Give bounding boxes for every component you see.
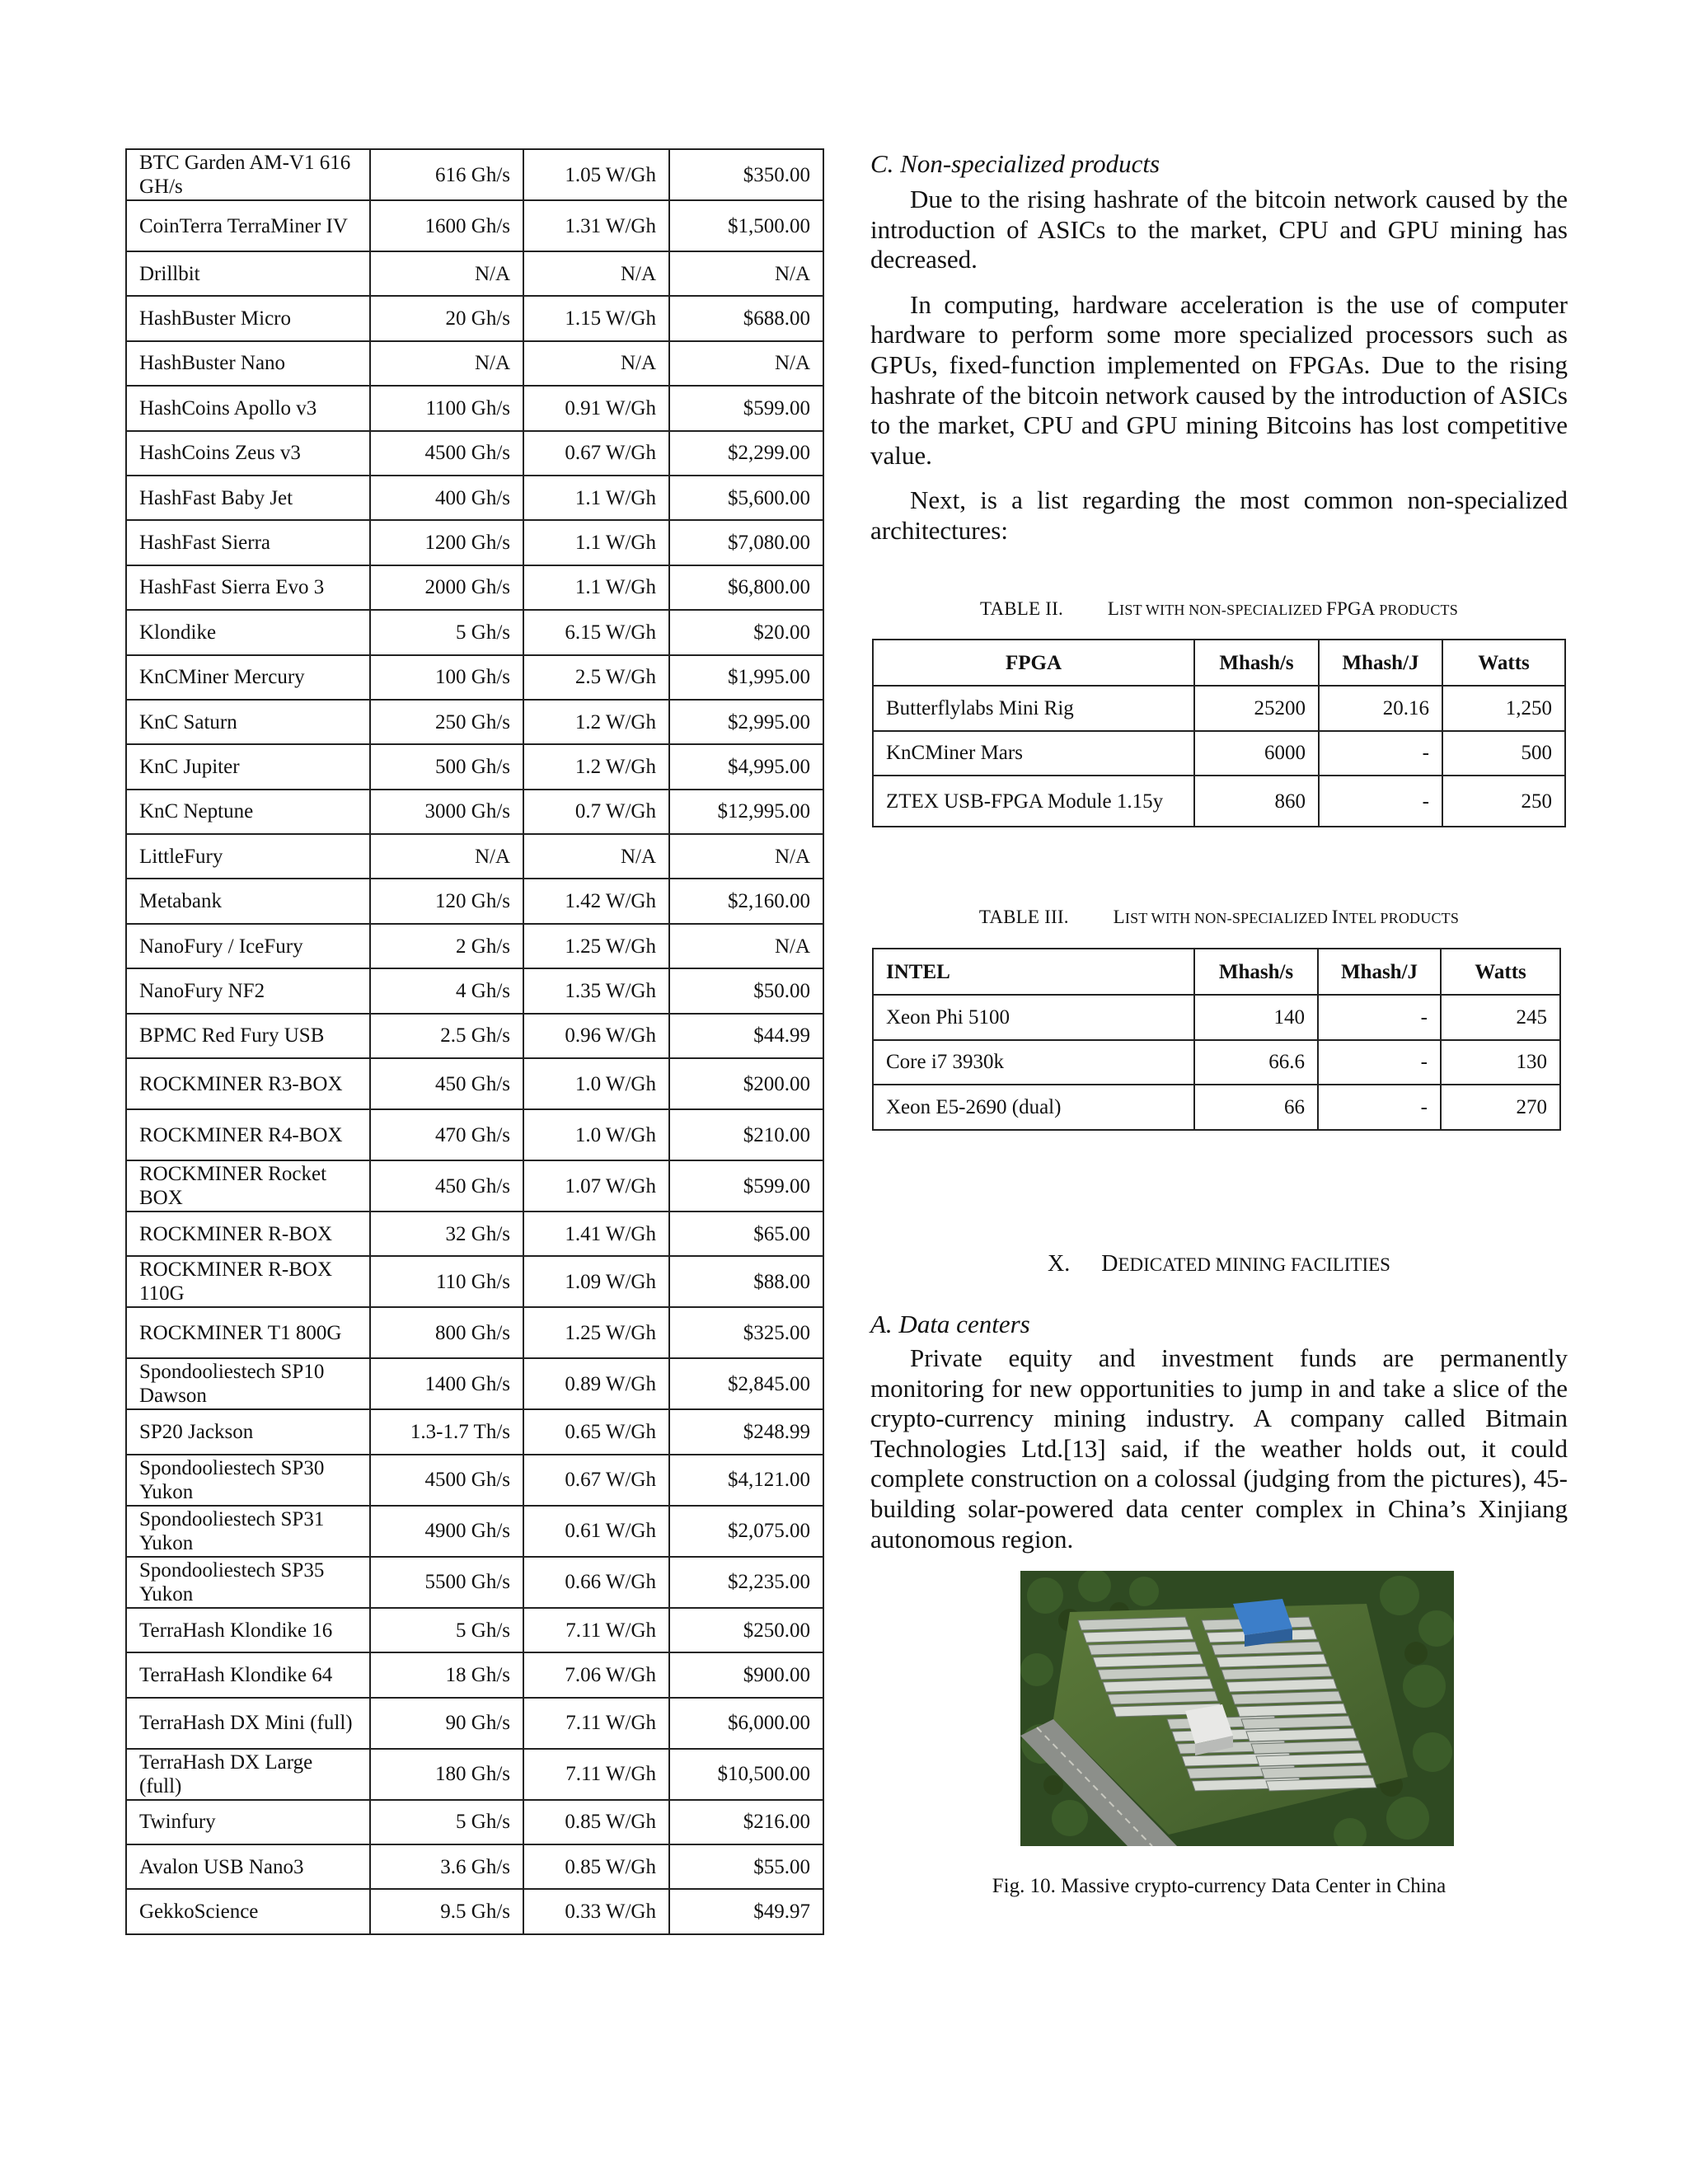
product-name-cell: Spondooliestech SP35 Yukon	[126, 1557, 370, 1608]
price-cell: $50.00	[669, 968, 823, 1013]
product-name-cell: LittleFury	[126, 834, 370, 879]
price-cell: $599.00	[669, 1160, 823, 1212]
price-cell: $248.99	[669, 1409, 823, 1454]
section-c-paragraph-3: Next, is a list regarding the most common non-specialized architectures:	[870, 485, 1568, 545]
hashrate-cell: 500 Gh/s	[370, 744, 523, 789]
efficiency-cell: 0.67 W/Gh	[523, 1455, 669, 1506]
efficiency-cell: 7.11 W/Gh	[523, 1608, 669, 1652]
column-header: Mhash/s	[1194, 949, 1318, 995]
value-cell: 860	[1194, 776, 1319, 827]
hashrate-cell: 470 Gh/s	[370, 1109, 523, 1160]
product-name-cell: ROCKMINER T1 800G	[126, 1307, 370, 1358]
hashrate-cell: 2.5 Gh/s	[370, 1014, 523, 1058]
product-name-cell: Spondooliestech SP31 Yukon	[126, 1506, 370, 1557]
hashrate-cell: 5 Gh/s	[370, 610, 523, 654]
table-row	[126, 968, 823, 1013]
table3-body	[873, 995, 1560, 1130]
value-cell: -	[1318, 1040, 1441, 1085]
efficiency-cell: 1.05 W/Gh	[523, 149, 669, 200]
efficiency-cell: 0.89 W/Gh	[523, 1358, 669, 1409]
hashrate-cell: 1600 Gh/s	[370, 200, 523, 251]
caption-part: IST WITH NON	[1124, 910, 1227, 926]
price-cell: $6,000.00	[669, 1698, 823, 1749]
price-cell: $88.00	[669, 1256, 823, 1307]
price-cell: $325.00	[669, 1307, 823, 1358]
efficiency-cell: 0.85 W/Gh	[523, 1800, 669, 1844]
efficiency-cell: 0.65 W/Gh	[523, 1409, 669, 1454]
caption-part: L	[1113, 907, 1125, 927]
product-name-cell: KnC Saturn	[126, 700, 370, 744]
table2-caption-number: TABLE II.	[980, 598, 1063, 619]
table-row	[873, 731, 1565, 776]
hashrate-cell: 250 Gh/s	[370, 700, 523, 744]
product-name-cell: ROCKMINER R4-BOX	[126, 1109, 370, 1160]
column-header: INTEL	[873, 949, 1194, 995]
product-name-cell: ROCKMINER Rocket BOX	[126, 1160, 370, 1212]
hashrate-cell: 2000 Gh/s	[370, 565, 523, 610]
price-cell: $900.00	[669, 1652, 823, 1697]
table-row	[126, 520, 823, 565]
table-row	[873, 686, 1565, 731]
price-cell: $55.00	[669, 1844, 823, 1889]
price-cell: $2,299.00	[669, 431, 823, 476]
value-cell: 250	[1442, 776, 1565, 827]
price-cell: $2,160.00	[669, 879, 823, 923]
table-row	[126, 1212, 823, 1256]
price-cell: $2,995.00	[669, 700, 823, 744]
data-center-image	[1020, 1571, 1454, 1846]
price-cell: $200.00	[669, 1058, 823, 1109]
hashrate-cell: 800 Gh/s	[370, 1307, 523, 1358]
table2-body	[873, 686, 1565, 827]
hashrate-cell: 5 Gh/s	[370, 1608, 523, 1652]
value-cell: -	[1319, 776, 1442, 827]
table-row	[873, 1085, 1560, 1130]
table-row	[126, 341, 823, 386]
price-cell: $2,845.00	[669, 1358, 823, 1409]
product-name-cell: BPMC Red Fury USB	[126, 1014, 370, 1058]
value-cell: 130	[1441, 1040, 1560, 1085]
table-row	[126, 790, 823, 834]
price-cell: $4,121.00	[669, 1455, 823, 1506]
table-row	[126, 1749, 823, 1800]
table3-caption-number: TABLE III.	[978, 907, 1069, 927]
column-header: Watts	[1442, 640, 1565, 686]
table-row	[873, 1040, 1560, 1085]
hashrate-cell: 5 Gh/s	[370, 1800, 523, 1844]
price-cell: N/A	[669, 834, 823, 879]
table-row	[126, 744, 823, 789]
caption-part: SPECIALIZED	[1226, 602, 1327, 618]
product-name-cell: ZTEX USB-FPGA Module 1.15y	[873, 776, 1194, 827]
value-cell: -	[1319, 731, 1442, 776]
product-name-cell: KnC Jupiter	[126, 744, 370, 789]
efficiency-cell: 7.11 W/Gh	[523, 1749, 669, 1800]
product-name-cell: TerraHash DX Large (full)	[126, 1749, 370, 1800]
section-a-paragraph: Private equity and investment funds are permanently monitoring for new opportunities to jump in and take a slice of the crypto-currency mining industry. A company called Bitmain Technologies Ltd.[13] said, if the weather holds out, it could complete construction on a colossal (judging from the pictures), 45-building solar-powered data center complex in China’s Xinjiang autonomous region.	[870, 1343, 1568, 1554]
table3-caption-title	[1114, 907, 1459, 927]
hashrate-cell: 450 Gh/s	[370, 1160, 523, 1212]
value-cell: 1,250	[1442, 686, 1565, 731]
hashrate-cell: 1400 Gh/s	[370, 1358, 523, 1409]
table-row	[126, 924, 823, 968]
section-c-paragraph-2: In computing, hardware acceleration is the use of computer hardware to perform some more specialized processors such as GPUs, fixed-function implemented on FPGAs. Due to the rising hashrate of the bitcoin network caused by the introduction of ASICs to the market, CPU and GPU mining Bitcoins has lost competitive value.	[870, 289, 1568, 470]
product-name-cell: KnC Neptune	[126, 790, 370, 834]
table-row	[126, 476, 823, 520]
figure-10-caption: Fig. 10. Massive crypto-currency Data Center in China	[992, 1875, 1447, 1897]
caption-part: L	[1107, 598, 1120, 619]
price-cell: $2,075.00	[669, 1506, 823, 1557]
hashrate-cell: 90 Gh/s	[370, 1698, 523, 1749]
efficiency-cell: 1.25 W/Gh	[523, 924, 669, 968]
table-row	[126, 1652, 823, 1697]
product-name-cell: SP20 Jackson	[126, 1409, 370, 1454]
product-name-cell: ROCKMINER R3-BOX	[126, 1058, 370, 1109]
price-cell: $12,995.00	[669, 790, 823, 834]
efficiency-cell: N/A	[523, 834, 669, 879]
efficiency-cell: 1.35 W/Gh	[523, 968, 669, 1013]
efficiency-cell: 0.66 W/Gh	[523, 1557, 669, 1608]
table-row	[126, 431, 823, 476]
hashrate-cell: 400 Gh/s	[370, 476, 523, 520]
price-cell: N/A	[669, 924, 823, 968]
product-name-cell: HashBuster Micro	[126, 296, 370, 340]
efficiency-cell: 0.33 W/Gh	[523, 1889, 669, 1933]
column-header: Mhash/J	[1319, 640, 1442, 686]
table-row	[126, 1889, 823, 1933]
hashrate-cell: 180 Gh/s	[370, 1749, 523, 1800]
price-cell: $210.00	[669, 1109, 823, 1160]
caption-part: -	[1226, 910, 1232, 926]
hashrate-cell: 100 Gh/s	[370, 655, 523, 700]
product-name-cell: Spondooliestech SP10 Dawson	[126, 1358, 370, 1409]
product-name-cell: TerraHash Klondike 16	[126, 1608, 370, 1652]
efficiency-cell: 1.1 W/Gh	[523, 476, 669, 520]
table-row	[126, 610, 823, 654]
efficiency-cell: 0.85 W/Gh	[523, 1844, 669, 1889]
efficiency-cell: 1.1 W/Gh	[523, 520, 669, 565]
hashrate-cell: 2 Gh/s	[370, 924, 523, 968]
value-cell: 66.6	[1194, 1040, 1318, 1085]
column-header: Watts	[1441, 949, 1560, 995]
price-cell: $20.00	[669, 610, 823, 654]
value-cell: 140	[1194, 995, 1318, 1040]
table-row	[126, 1608, 823, 1652]
hashrate-cell: 3.6 Gh/s	[370, 1844, 523, 1889]
hashrate-cell: 1.3-1.7 Th/s	[370, 1409, 523, 1454]
caption-part: I	[1331, 907, 1339, 927]
table-row	[126, 1358, 823, 1409]
product-name-cell: KnCMiner Mercury	[126, 655, 370, 700]
table-row	[873, 995, 1560, 1040]
product-name-cell: ROCKMINER R-BOX	[126, 1212, 370, 1256]
product-name-cell: BTC Garden AM-V1 616 GH/s	[126, 149, 370, 200]
efficiency-cell: 1.25 W/Gh	[523, 1307, 669, 1358]
price-cell: $1,995.00	[669, 655, 823, 700]
efficiency-cell: 1.42 W/Gh	[523, 879, 669, 923]
efficiency-cell: 1.1 W/Gh	[523, 565, 669, 610]
caption-part: PRODUCTS	[1375, 602, 1458, 618]
table2-caption-title	[1108, 598, 1458, 619]
section-a-heading: A. Data centers	[870, 1310, 1030, 1338]
product-name-cell: TerraHash Klondike 64	[126, 1652, 370, 1697]
hashrate-cell: 120 Gh/s	[370, 879, 523, 923]
price-cell: $250.00	[669, 1608, 823, 1652]
table-row	[126, 1844, 823, 1889]
product-name-cell: Avalon USB Nano3	[126, 1844, 370, 1889]
efficiency-cell: 0.67 W/Gh	[523, 431, 669, 476]
table-row	[126, 1014, 823, 1058]
table-row	[126, 1160, 823, 1212]
efficiency-cell: N/A	[523, 341, 669, 386]
table-row	[126, 565, 823, 610]
table-row	[126, 200, 823, 251]
hashrate-cell: 4900 Gh/s	[370, 1506, 523, 1557]
efficiency-cell: 1.41 W/Gh	[523, 1212, 669, 1256]
section-c-heading: C. Non-specialized products	[870, 149, 1160, 178]
price-cell: $1,500.00	[669, 200, 823, 251]
value-cell: 270	[1441, 1085, 1560, 1130]
product-name-cell: HashCoins Apollo v3	[126, 386, 370, 430]
value-cell: 245	[1441, 995, 1560, 1040]
section-c	[870, 148, 1568, 546]
hashrate-cell: 20 Gh/s	[370, 296, 523, 340]
caption-part: FPGA	[1326, 598, 1376, 619]
hashrate-cell: 4500 Gh/s	[370, 431, 523, 476]
table-row	[126, 386, 823, 430]
price-cell: $6,800.00	[669, 565, 823, 610]
value-cell: -	[1318, 1085, 1441, 1130]
price-cell: $49.97	[669, 1889, 823, 1933]
column-header: Mhash/J	[1318, 949, 1441, 995]
product-name-cell: Drillbit	[126, 251, 370, 296]
product-name-cell: CoinTerra TerraMiner IV	[126, 200, 370, 251]
fpga-products-table	[872, 639, 1566, 827]
table-row	[126, 1307, 823, 1358]
table-row	[126, 149, 823, 200]
efficiency-cell: 0.61 W/Gh	[523, 1506, 669, 1557]
table-row	[126, 1698, 823, 1749]
price-cell: $2,235.00	[669, 1557, 823, 1608]
table-row	[126, 251, 823, 296]
price-cell: $688.00	[669, 296, 823, 340]
hashrate-cell: 4500 Gh/s	[370, 1455, 523, 1506]
product-name-cell: Klondike	[126, 610, 370, 654]
section-x-heading	[870, 1251, 1568, 1277]
table3-caption	[870, 907, 1568, 928]
product-name-cell: HashCoins Zeus v3	[126, 431, 370, 476]
column-header: Mhash/s	[1194, 640, 1319, 686]
hashrate-cell: 1200 Gh/s	[370, 520, 523, 565]
value-cell: 25200	[1194, 686, 1319, 731]
table3-header-row	[873, 949, 1560, 995]
price-cell: $4,995.00	[669, 744, 823, 789]
table-row	[873, 776, 1565, 827]
efficiency-cell: 0.7 W/Gh	[523, 790, 669, 834]
hashrate-cell: 3000 Gh/s	[370, 790, 523, 834]
value-cell: -	[1318, 995, 1441, 1040]
price-cell: $216.00	[669, 1800, 823, 1844]
hashrate-cell: 9.5 Gh/s	[370, 1889, 523, 1933]
efficiency-cell: 6.15 W/Gh	[523, 610, 669, 654]
hashrate-cell: N/A	[370, 251, 523, 296]
efficiency-cell: 1.0 W/Gh	[523, 1109, 669, 1160]
hashrate-cell: 32 Gh/s	[370, 1212, 523, 1256]
value-cell: 20.16	[1319, 686, 1442, 731]
product-name-cell: Xeon Phi 5100	[873, 995, 1194, 1040]
price-cell: N/A	[669, 341, 823, 386]
efficiency-cell: 1.09 W/Gh	[523, 1256, 669, 1307]
section-c-paragraph-1: Due to the rising hashrate of the bitcoin network caused by the introduction of ASICs to the market, CPU and GPU mining has decreased.	[870, 185, 1568, 274]
section-x-number: X.	[1048, 1251, 1071, 1277]
product-name-cell: GekkoScience	[126, 1889, 370, 1933]
value-cell: 500	[1442, 731, 1565, 776]
price-cell: $350.00	[669, 149, 823, 200]
table2-caption	[870, 598, 1568, 620]
asic-products-table	[125, 148, 824, 1935]
table-row	[126, 1557, 823, 1608]
table-row	[126, 1506, 823, 1557]
efficiency-cell: 7.11 W/Gh	[523, 1698, 669, 1749]
table-row	[126, 655, 823, 700]
hashrate-cell: N/A	[370, 834, 523, 879]
product-name-cell: Twinfury	[126, 1800, 370, 1844]
product-name-cell: HashFast Baby Jet	[126, 476, 370, 520]
price-cell: $10,500.00	[669, 1749, 823, 1800]
table2-header-row	[873, 640, 1565, 686]
table-row	[126, 834, 823, 879]
price-cell: $7,080.00	[669, 520, 823, 565]
product-name-cell: Butterflylabs Mini Rig	[873, 686, 1194, 731]
hashrate-cell: 4 Gh/s	[370, 968, 523, 1013]
hashrate-cell: 18 Gh/s	[370, 1652, 523, 1697]
product-name-cell: Spondooliestech SP30 Yukon	[126, 1455, 370, 1506]
hashrate-cell: 450 Gh/s	[370, 1058, 523, 1109]
product-name-cell: HashFast Sierra	[126, 520, 370, 565]
price-cell: $65.00	[669, 1212, 823, 1256]
efficiency-cell: 1.15 W/Gh	[523, 296, 669, 340]
caption-part: IST WITH NON	[1119, 602, 1221, 618]
product-name-cell: ROCKMINER R-BOX 110G	[126, 1256, 370, 1307]
asic-table-body	[126, 149, 823, 1934]
product-name-cell: Xeon E5-2690 (dual)	[873, 1085, 1194, 1130]
caption-part: NTEL PRODUCTS	[1338, 910, 1460, 926]
section-a	[870, 1309, 1568, 1554]
efficiency-cell: 2.5 W/Gh	[523, 655, 669, 700]
table-row	[126, 1109, 823, 1160]
caption-part: -	[1221, 602, 1227, 618]
product-name-cell: NanoFury / IceFury	[126, 924, 370, 968]
efficiency-cell: 1.07 W/Gh	[523, 1160, 669, 1212]
hashrate-cell: 5500 Gh/s	[370, 1557, 523, 1608]
section-x-title-initial: D	[1101, 1251, 1118, 1277]
product-name-cell: KnCMiner Mars	[873, 731, 1194, 776]
efficiency-cell: 1.0 W/Gh	[523, 1058, 669, 1109]
table-row	[126, 700, 823, 744]
intel-products-table	[872, 948, 1561, 1131]
table-row	[126, 1058, 823, 1109]
efficiency-cell: 7.06 W/Gh	[523, 1652, 669, 1697]
section-x-title-rest: EDICATED MINING FACILITIES	[1118, 1254, 1390, 1275]
price-cell: $5,600.00	[669, 476, 823, 520]
table-row	[126, 1256, 823, 1307]
efficiency-cell: 0.96 W/Gh	[523, 1014, 669, 1058]
efficiency-cell: 1.2 W/Gh	[523, 744, 669, 789]
efficiency-cell: 1.2 W/Gh	[523, 700, 669, 744]
value-cell: 6000	[1194, 731, 1319, 776]
product-name-cell: TerraHash DX Mini (full)	[126, 1698, 370, 1749]
efficiency-cell: 0.91 W/Gh	[523, 386, 669, 430]
value-cell: 66	[1194, 1085, 1318, 1130]
product-name-cell: NanoFury NF2	[126, 968, 370, 1013]
price-cell: N/A	[669, 251, 823, 296]
table-row	[126, 1800, 823, 1844]
product-name-cell: HashBuster Nano	[126, 341, 370, 386]
hashrate-cell: 616 Gh/s	[370, 149, 523, 200]
efficiency-cell: 1.31 W/Gh	[523, 200, 669, 251]
price-cell: $44.99	[669, 1014, 823, 1058]
product-name-cell: HashFast Sierra Evo 3	[126, 565, 370, 610]
product-name-cell: Core i7 3930k	[873, 1040, 1194, 1085]
table-row	[126, 1455, 823, 1506]
efficiency-cell: N/A	[523, 251, 669, 296]
hashrate-cell: N/A	[370, 341, 523, 386]
table-row	[126, 296, 823, 340]
hashrate-cell: 110 Gh/s	[370, 1256, 523, 1307]
price-cell: $599.00	[669, 386, 823, 430]
hashrate-cell: 1100 Gh/s	[370, 386, 523, 430]
table-row	[126, 879, 823, 923]
table-row	[126, 1409, 823, 1454]
column-header: FPGA	[873, 640, 1194, 686]
caption-part: SPECIALIZED	[1231, 910, 1332, 926]
product-name-cell: Metabank	[126, 879, 370, 923]
